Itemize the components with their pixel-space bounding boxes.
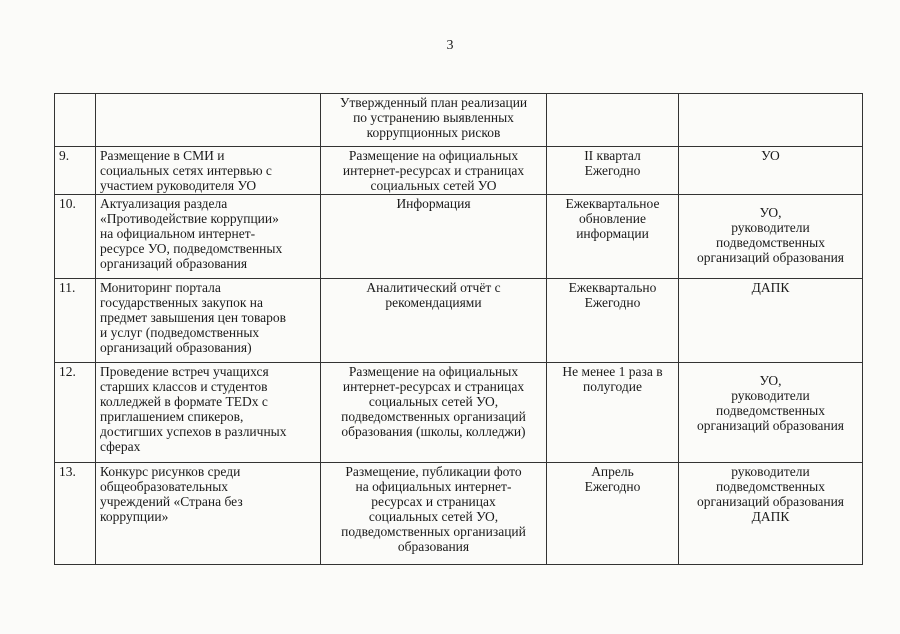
table-row [55, 195, 863, 279]
responsible-cell: УО, руководители подведомственных организаций образования [679, 363, 863, 463]
event-cell: Конкурс рисунков среди общеобразовательных учреждений «Страна без коррупции» [96, 463, 321, 565]
deadline-cell: Ежеквартально Ежегодно [547, 279, 679, 363]
deadline-cell: Не менее 1 раза в полугодие [547, 363, 679, 463]
table-row [55, 463, 863, 565]
table-row [55, 94, 863, 147]
completion-form-cell: Аналитический отчёт с рекомендациями [321, 279, 547, 363]
deadline-cell [547, 94, 679, 147]
responsible-cell: руководители подведомственных организаций образования ДАПК [679, 463, 863, 565]
completion-form-cell: Размещение на официальных интернет-ресурсах и страницах социальных сетей УО, подведомственных организаций образования (школы, колледжи) [321, 363, 547, 463]
responsible-cell: УО [679, 147, 863, 195]
deadline-cell: II квартал Ежегодно [547, 147, 679, 195]
deadline-cell: Ежеквартальное обновление информации [547, 195, 679, 279]
action-plan-table [54, 93, 863, 565]
table-row [55, 147, 863, 195]
responsible-cell [679, 94, 863, 147]
completion-form-cell: Утвержденный план реализации по устранению выявленных коррупционных рисков [321, 94, 547, 147]
row-number: 12. [55, 363, 96, 463]
row-number: 9. [55, 147, 96, 195]
deadline-cell: Апрель Ежегодно [547, 463, 679, 565]
completion-form-cell: Информация [321, 195, 547, 279]
responsible-cell: ДАПК [679, 279, 863, 363]
responsible-cell: УО, руководители подведомственных организаций образования [679, 195, 863, 279]
event-cell: Мониторинг портала государственных закупок на предмет завышения цен товаров и услуг (подведомственных организаций образования) [96, 279, 321, 363]
row-number: 13. [55, 463, 96, 565]
page-number: 3 [446, 38, 454, 53]
row-number: 11. [55, 279, 96, 363]
row-number [55, 94, 96, 147]
event-cell [96, 94, 321, 147]
event-cell: Проведение встреч учащихся старших классов и студентов колледжей в формате TEDx с приглашением спикеров, достигших успехов в различных сферах [96, 363, 321, 463]
table-row [55, 279, 863, 363]
completion-form-cell: Размещение на официальных интернет-ресурсах и страницах социальных сетей УО [321, 147, 547, 195]
table-row [55, 363, 863, 463]
event-cell: Размещение в СМИ и социальных сетях интервью с участием руководителя УО [96, 147, 321, 195]
completion-form-cell: Размещение, публикации фото на официальных интернет- ресурсах и страницах социальных сетей УО, подведомственных организаций образования [321, 463, 547, 565]
row-number: 10. [55, 195, 96, 279]
event-cell: Актуализация раздела «Противодействие коррупции» на официальном интернет- ресурсе УО, подведомственных организаций образования [96, 195, 321, 279]
